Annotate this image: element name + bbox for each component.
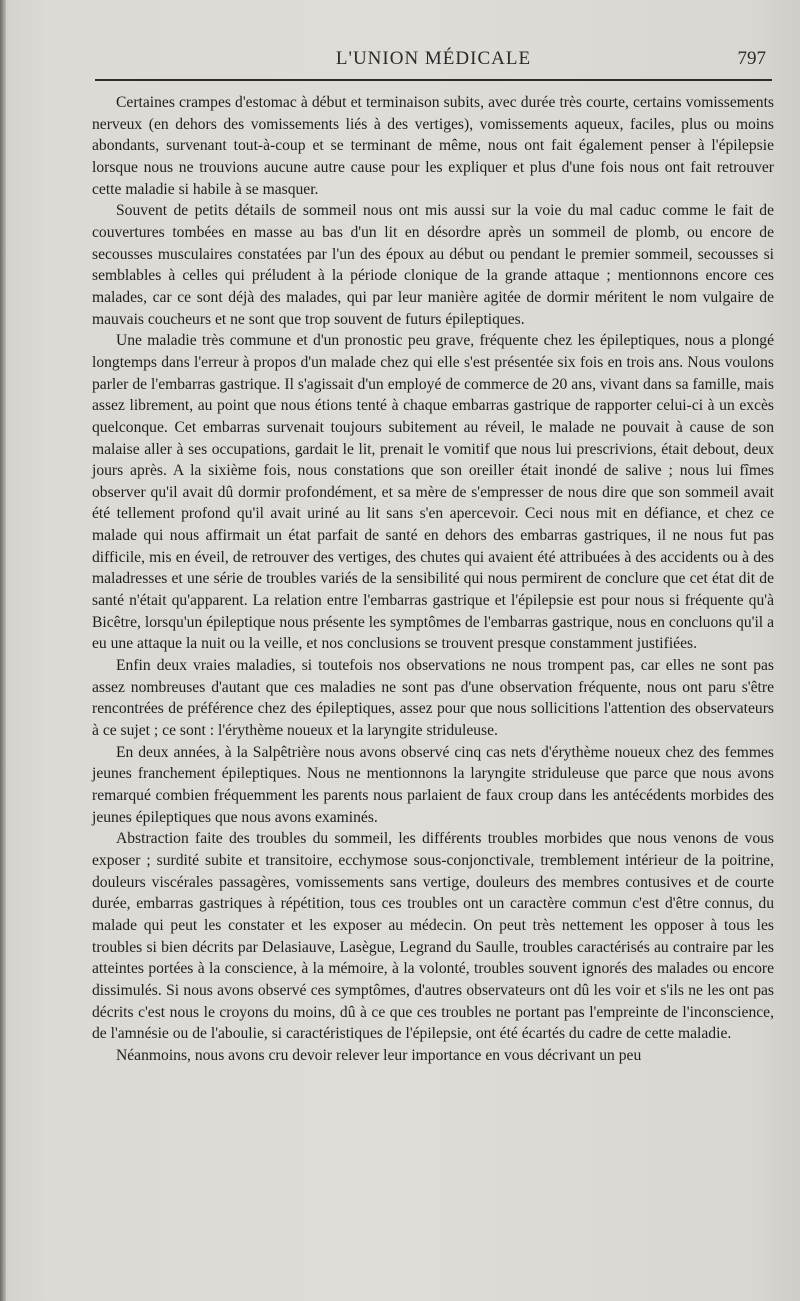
header-rule — [95, 79, 772, 81]
paragraph: Enfin deux vraies maladies, si toutefois nos observations ne nous trompent pas, car elles ne sont pas assez nombreuses d'autant que ces maladies ne sont pas d'une observation fréquente, nous ont paru s'être rencontrées de préférence chez des épileptiques, assez pour que nous sollicitions l'attention des observateurs à ce sujet ; ce sont : l'érythème noueux et la laryngite striduleuse. — [92, 657, 774, 740]
paragraph: Certaines crampes d'estomac à début et terminaison subits, avec durée très courte, certains vomissements nerveux (en dehors des vomissements liés à des vertiges), vomissements aqueux, faciles, plus ou moins abondants, survenant tout-à-coup et se terminant de même, nous ont fait également penser à l'épilepsie lorsque nous ne trouvions aucune autre cause pour les expliquer et plus d'une fois nous ont fait retrouver cette maladie si habile à se masquer. — [92, 94, 774, 198]
paragraph: Néanmoins, nous avons cru devoir relever leur importance en vous décrivant un peu — [116, 1046, 642, 1064]
paragraph: Une maladie très commune et d'un pronostic peu grave, fréquente chez les épileptiques, nous a plongé longtemps dans l'erreur à propos d'un malade chez qui elle s'est présentée six fois en trois ans. Nous voulons parler de l'embarras gastrique. Il s'agissait d'un employé de commerce de 20 ans, vivant dans sa famille, mais assez librement, au point que nous étions tenté à chaque embarras gastrique de rapporter celui-ci à un excès quelconque. Cet embarras survenait toujours subitement au réveil, le malade ne pouvait à cause de son malaise aller à ses occupations, gardait le lit, prenait le vomitif que nous lui prescrivions, était debout, deux jours après. A la sixième fois, nous constations que son oreiller était inondé de salive ; nous lui fîmes observer qu'il avait dû dormir profondément, et sa mère de s'empresser de nous dire que son sommeil avait été tellement profond qu'il avait uriné au lit sans s'en apercevoir. Ceci nous mit en défiance, et chez ce malade qui nous affirmait un état parfait de santé en dehors des embarras gastriques, il ne nous fut pas difficile, mis en éveil, de retrouver des vertiges, des chutes qui avaient été attribuées à des accidents ou à des maladresses et une série de troubles variés de la sensibilité qui nous permirent de conclure que cet état dit de santé n'était qu'apparent. La relation entre l'embarras gastrique et l'épilepsie est pour nous si fréquente qu'à Bicêtre, lorsqu'un épileptique nous présente les symptômes de l'embarras gastrique, nous en concluons qu'il a eu une attaque la nuit ou la veille, et nos conclusions se trouvent presque constamment justifiées. — [92, 332, 774, 653]
paragraph: En deux années, à la Salpêtrière nous avons observé cinq cas nets d'érythème noueux chez des femmes jeunes franchement épileptiques. Nous ne mentionnons la laryngite striduleuse que parce que nous avons remarqué combien fréquemment les parents nous parlaient de faux croup dans les antécédents morbides des jeunes épileptiques que nous avons examinés. — [92, 743, 774, 826]
page-number: 797 — [737, 48, 766, 69]
body-text — [92, 92, 774, 1067]
paragraph: Abstraction faite des troubles du sommeil, les différents troubles morbides que nous venons de vous exposer ; surdité subite et transitoire, ecchymose sous-conjonctivale, tremblement intérieur de la poitrine, douleurs viscérales passagères, vomissements sans vertige, douleurs des membres contusives et de courte durée, embarras gastriques à répétition, tous ces troubles ont un caractère commun c'est d'être connus, du malade qui peut les constater et les exposer au médecin. On peut très nettement les opposer à tous les troubles si bien décrits par Delasiauve, Lasègue, Legrand du Saulle, troubles caractérisés au contraire par les atteintes portées à la conscience, à la mémoire, à la volonté, troubles souvent ignorés des malades ou encore dissimulés. Si nous avons observé ces symptômes, d'autres observateurs ont dû les voir et s'ils ne les ont pas décrits c'est nous le croyons du moins, dû à ce que ces troubles ne portant pas l'empreinte de l'inconscience, de l'amnésie ou de l'aboulie, si caractéristiques de l'épilepsie, ont été écartés du cadre de cette maladie. — [92, 830, 774, 1043]
page-spine-shadow — [0, 0, 6, 1301]
running-title: L'UNION MÉDICALE — [335, 48, 532, 69]
page-header — [95, 48, 772, 78]
paragraph: Souvent de petits détails de sommeil nous ont mis aussi sur la voie du mal caduc comme le fait de couvertures tombées en masse au bas d'un lit en désordre après un sommeil de plomb, ou encore de secousses musculaires constatées par l'un des époux au début ou pendant le premier sommeil, secousses si semblables à celles qui préludent à la période clonique de la grande attaque ; mentionnons encore ces malades, car ce sont déjà des malades, qui par leur manière agitée de dormir méritent le nom vulgaire de mauvais coucheurs et ne sont que trop souvent de futurs épileptiques. — [92, 202, 774, 328]
